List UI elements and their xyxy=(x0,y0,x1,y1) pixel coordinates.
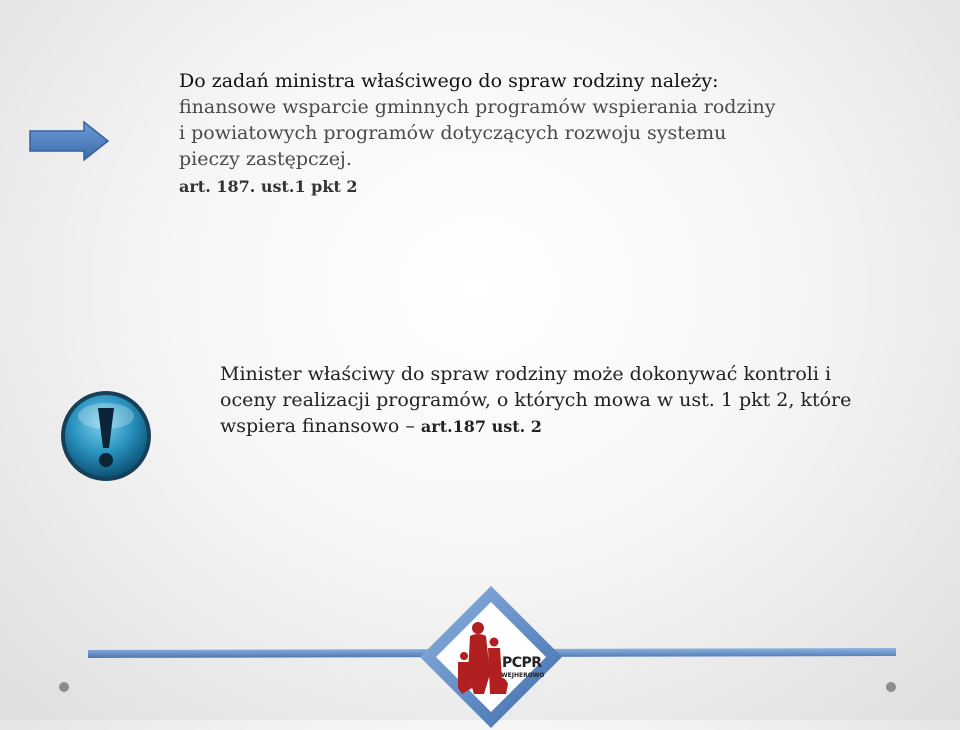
pcpr-logo xyxy=(418,584,564,730)
control-text: Minister właściwy do spraw rodziny może dokonywać kontroli i oceny realizacji programów, o których mowa w ust. 1 pkt 2, które wspiera finansowo – xyxy=(220,363,852,437)
footer-dot-left xyxy=(59,682,69,692)
arrow-right-icon xyxy=(28,120,110,162)
responsibilities-block xyxy=(179,68,779,200)
legal-reference: art. 187. ust.1 pkt 2 xyxy=(179,177,358,196)
footer-dot-right xyxy=(886,682,896,692)
control-reference: art.187 ust. 2 xyxy=(420,417,542,436)
logo-subtitle: WEJHEROWO xyxy=(501,672,545,679)
logo-name: PCPR xyxy=(502,655,542,671)
exclamation-icon xyxy=(58,388,154,484)
responsibilities-body: finansowe wsparcie gminnych programów wspierania rodziny i powiatowych programów dotyczących rozwoju systemu pieczy zastępczej. xyxy=(179,96,776,170)
control-block xyxy=(220,361,860,440)
responsibilities-heading: Do zadań ministra właściwego do spraw rodziny należy: xyxy=(179,70,719,92)
